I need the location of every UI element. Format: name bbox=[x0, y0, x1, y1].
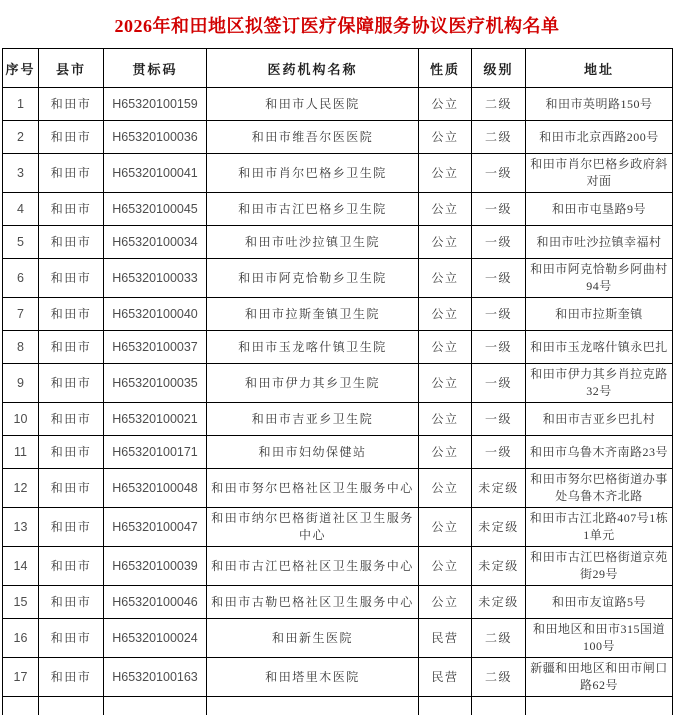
code-cell: H65320100045 bbox=[104, 193, 207, 226]
name-cell: 和田市人民医院 bbox=[207, 88, 419, 121]
name-cell: 和田市肖尔巴格乡卫生院 bbox=[207, 154, 419, 193]
level-cell: 二级 bbox=[472, 88, 526, 121]
county-cell: 和田市 bbox=[39, 658, 104, 697]
header-county: 县市 bbox=[39, 49, 104, 88]
serial-cell: 2 bbox=[3, 121, 39, 154]
name-cell: 和田市妇幼保健站 bbox=[207, 436, 419, 469]
level-cell: 一级 bbox=[472, 154, 526, 193]
serial-cell: 13 bbox=[3, 508, 39, 547]
address-cell: 和田市北京西路200号 bbox=[526, 121, 673, 154]
code-cell: H65320100046 bbox=[104, 586, 207, 619]
address-cell: 新疆和田地区和田市闸口路62号 bbox=[526, 658, 673, 697]
serial-cell: 17 bbox=[3, 658, 39, 697]
county-cell: 和田市 bbox=[39, 469, 104, 508]
county-cell: 和田市 bbox=[39, 364, 104, 403]
table-row bbox=[3, 226, 673, 259]
county-cell: 和田市 bbox=[39, 193, 104, 226]
address-cell bbox=[526, 697, 673, 715]
county-cell: 和田市 bbox=[39, 547, 104, 586]
county-cell: 和田市 bbox=[39, 403, 104, 436]
nature-cell: 公立 bbox=[419, 298, 472, 331]
code-cell: H65320100037 bbox=[104, 331, 207, 364]
table-row bbox=[3, 193, 673, 226]
table-row bbox=[3, 547, 673, 586]
institutions-table bbox=[2, 48, 673, 715]
county-cell: 和田市 bbox=[39, 259, 104, 298]
nature-cell: 民营 bbox=[419, 658, 472, 697]
header-code: 贯标码 bbox=[104, 49, 207, 88]
county-cell: 和田市 bbox=[39, 619, 104, 658]
name-cell: 和田市吉亚乡卫生院 bbox=[207, 403, 419, 436]
name-cell: 和田市拉斯奎镇卫生院 bbox=[207, 298, 419, 331]
serial-cell: 5 bbox=[3, 226, 39, 259]
nature-cell: 公立 bbox=[419, 469, 472, 508]
code-cell: H65320100033 bbox=[104, 259, 207, 298]
code-cell: H65320100024 bbox=[104, 619, 207, 658]
nature-cell: 公立 bbox=[419, 88, 472, 121]
level-cell: 二级 bbox=[472, 121, 526, 154]
code-cell: H65320100034 bbox=[104, 226, 207, 259]
name-cell: 和田市玉龙喀什镇卫生院 bbox=[207, 331, 419, 364]
level-cell: 一级 bbox=[472, 436, 526, 469]
header-nature: 性质 bbox=[419, 49, 472, 88]
serial-cell: 7 bbox=[3, 298, 39, 331]
name-cell: 和田市阿克恰勒乡卫生院 bbox=[207, 259, 419, 298]
table-row bbox=[3, 508, 673, 547]
page-title: 2026年和田地区拟签订医疗保障服务协议医疗机构名单 bbox=[114, 16, 560, 36]
serial-cell: 9 bbox=[3, 364, 39, 403]
code-cell: H65320100171 bbox=[104, 436, 207, 469]
level-cell: 未定级 bbox=[472, 508, 526, 547]
code-cell: H65320100040 bbox=[104, 298, 207, 331]
address-cell: 和田市友谊路5号 bbox=[526, 586, 673, 619]
code-cell: H65320100048 bbox=[104, 469, 207, 508]
name-cell: 和田市努尔巴格社区卫生服务中心 bbox=[207, 469, 419, 508]
level-cell: 一级 bbox=[472, 364, 526, 403]
table-row bbox=[3, 298, 673, 331]
level-cell: 一级 bbox=[472, 298, 526, 331]
code-cell bbox=[104, 697, 207, 715]
table-row bbox=[3, 658, 673, 697]
address-cell: 和田地区和田市315国道100号 bbox=[526, 619, 673, 658]
nature-cell: 公立 bbox=[419, 121, 472, 154]
level-cell: 二级 bbox=[472, 658, 526, 697]
name-cell: 和田市纳尔巴格街道社区卫生服务中心 bbox=[207, 508, 419, 547]
name-cell: 和田市古江巴格乡卫生院 bbox=[207, 193, 419, 226]
table-header-row bbox=[3, 49, 673, 88]
level-cell bbox=[472, 697, 526, 715]
table-row bbox=[3, 121, 673, 154]
table-row bbox=[3, 259, 673, 298]
table-row-partial bbox=[3, 697, 673, 715]
name-cell: 和田市伊力其乡卫生院 bbox=[207, 364, 419, 403]
name-cell: 和田市古勒巴格社区卫生服务中心 bbox=[207, 586, 419, 619]
serial-cell: 14 bbox=[3, 547, 39, 586]
table-row bbox=[3, 88, 673, 121]
serial-cell: 8 bbox=[3, 331, 39, 364]
serial-cell: 10 bbox=[3, 403, 39, 436]
county-cell: 和田市 bbox=[39, 436, 104, 469]
address-cell: 和田市英明路150号 bbox=[526, 88, 673, 121]
county-cell: 和田市 bbox=[39, 88, 104, 121]
serial-cell: 6 bbox=[3, 259, 39, 298]
nature-cell: 公立 bbox=[419, 586, 472, 619]
address-cell: 和田市乌鲁木齐南路23号 bbox=[526, 436, 673, 469]
address-cell: 和田市努尔巴格街道办事处乌鲁木齐北路 bbox=[526, 469, 673, 508]
level-cell: 未定级 bbox=[472, 547, 526, 586]
serial-cell: 3 bbox=[3, 154, 39, 193]
nature-cell: 公立 bbox=[419, 364, 472, 403]
table-row bbox=[3, 403, 673, 436]
address-cell: 和田市阿克恰勒乡阿曲村94号 bbox=[526, 259, 673, 298]
serial-cell: 4 bbox=[3, 193, 39, 226]
code-cell: H65320100039 bbox=[104, 547, 207, 586]
level-cell: 一级 bbox=[472, 331, 526, 364]
level-cell: 未定级 bbox=[472, 586, 526, 619]
name-cell bbox=[207, 697, 419, 715]
table-row bbox=[3, 619, 673, 658]
serial-cell: 15 bbox=[3, 586, 39, 619]
serial-cell: 16 bbox=[3, 619, 39, 658]
county-cell bbox=[39, 697, 104, 715]
serial-cell: 11 bbox=[3, 436, 39, 469]
county-cell: 和田市 bbox=[39, 226, 104, 259]
header-level: 级别 bbox=[472, 49, 526, 88]
nature-cell: 公立 bbox=[419, 547, 472, 586]
table-row bbox=[3, 469, 673, 508]
level-cell: 未定级 bbox=[472, 469, 526, 508]
table-row bbox=[3, 364, 673, 403]
name-cell: 和田市维吾尔医医院 bbox=[207, 121, 419, 154]
address-cell: 和田市拉斯奎镇 bbox=[526, 298, 673, 331]
table-row bbox=[3, 586, 673, 619]
address-cell: 和田市屯垦路9号 bbox=[526, 193, 673, 226]
level-cell: 一级 bbox=[472, 193, 526, 226]
nature-cell: 公立 bbox=[419, 154, 472, 193]
nature-cell bbox=[419, 697, 472, 715]
address-cell: 和田市古江巴格街道京苑街29号 bbox=[526, 547, 673, 586]
serial-cell bbox=[3, 697, 39, 715]
header-address: 地址 bbox=[526, 49, 673, 88]
nature-cell: 民营 bbox=[419, 619, 472, 658]
nature-cell: 公立 bbox=[419, 508, 472, 547]
county-cell: 和田市 bbox=[39, 331, 104, 364]
code-cell: H65320100021 bbox=[104, 403, 207, 436]
county-cell: 和田市 bbox=[39, 121, 104, 154]
code-cell: H65320100041 bbox=[104, 154, 207, 193]
code-cell: H65320100035 bbox=[104, 364, 207, 403]
level-cell: 一级 bbox=[472, 259, 526, 298]
address-cell: 和田市吐沙拉镇幸福村 bbox=[526, 226, 673, 259]
name-cell: 和田市古江巴格社区卫生服务中心 bbox=[207, 547, 419, 586]
serial-cell: 12 bbox=[3, 469, 39, 508]
address-cell: 和田市吉亚乡巴扎村 bbox=[526, 403, 673, 436]
county-cell: 和田市 bbox=[39, 586, 104, 619]
code-cell: H65320100163 bbox=[104, 658, 207, 697]
address-cell: 和田市肖尔巴格乡政府斜对面 bbox=[526, 154, 673, 193]
level-cell: 一级 bbox=[472, 403, 526, 436]
table-row bbox=[3, 436, 673, 469]
table-row bbox=[3, 331, 673, 364]
header-name: 医药机构名称 bbox=[207, 49, 419, 88]
level-cell: 一级 bbox=[472, 226, 526, 259]
address-cell: 和田市玉龙喀什镇永巴扎 bbox=[526, 331, 673, 364]
name-cell: 和田市吐沙拉镇卫生院 bbox=[207, 226, 419, 259]
nature-cell: 公立 bbox=[419, 331, 472, 364]
nature-cell: 公立 bbox=[419, 403, 472, 436]
nature-cell: 公立 bbox=[419, 259, 472, 298]
table-row bbox=[3, 154, 673, 193]
county-cell: 和田市 bbox=[39, 508, 104, 547]
code-cell: H65320100036 bbox=[104, 121, 207, 154]
address-cell: 和田市伊力其乡肖拉克路32号 bbox=[526, 364, 673, 403]
address-cell: 和田市古江北路407号1栋1单元 bbox=[526, 508, 673, 547]
level-cell: 二级 bbox=[472, 619, 526, 658]
code-cell: H65320100047 bbox=[104, 508, 207, 547]
name-cell: 和田塔里木医院 bbox=[207, 658, 419, 697]
nature-cell: 公立 bbox=[419, 226, 472, 259]
header-serial: 序号 bbox=[3, 49, 39, 88]
nature-cell: 公立 bbox=[419, 436, 472, 469]
county-cell: 和田市 bbox=[39, 154, 104, 193]
code-cell: H65320100159 bbox=[104, 88, 207, 121]
name-cell: 和田新生医院 bbox=[207, 619, 419, 658]
serial-cell: 1 bbox=[3, 88, 39, 121]
nature-cell: 公立 bbox=[419, 193, 472, 226]
county-cell: 和田市 bbox=[39, 298, 104, 331]
